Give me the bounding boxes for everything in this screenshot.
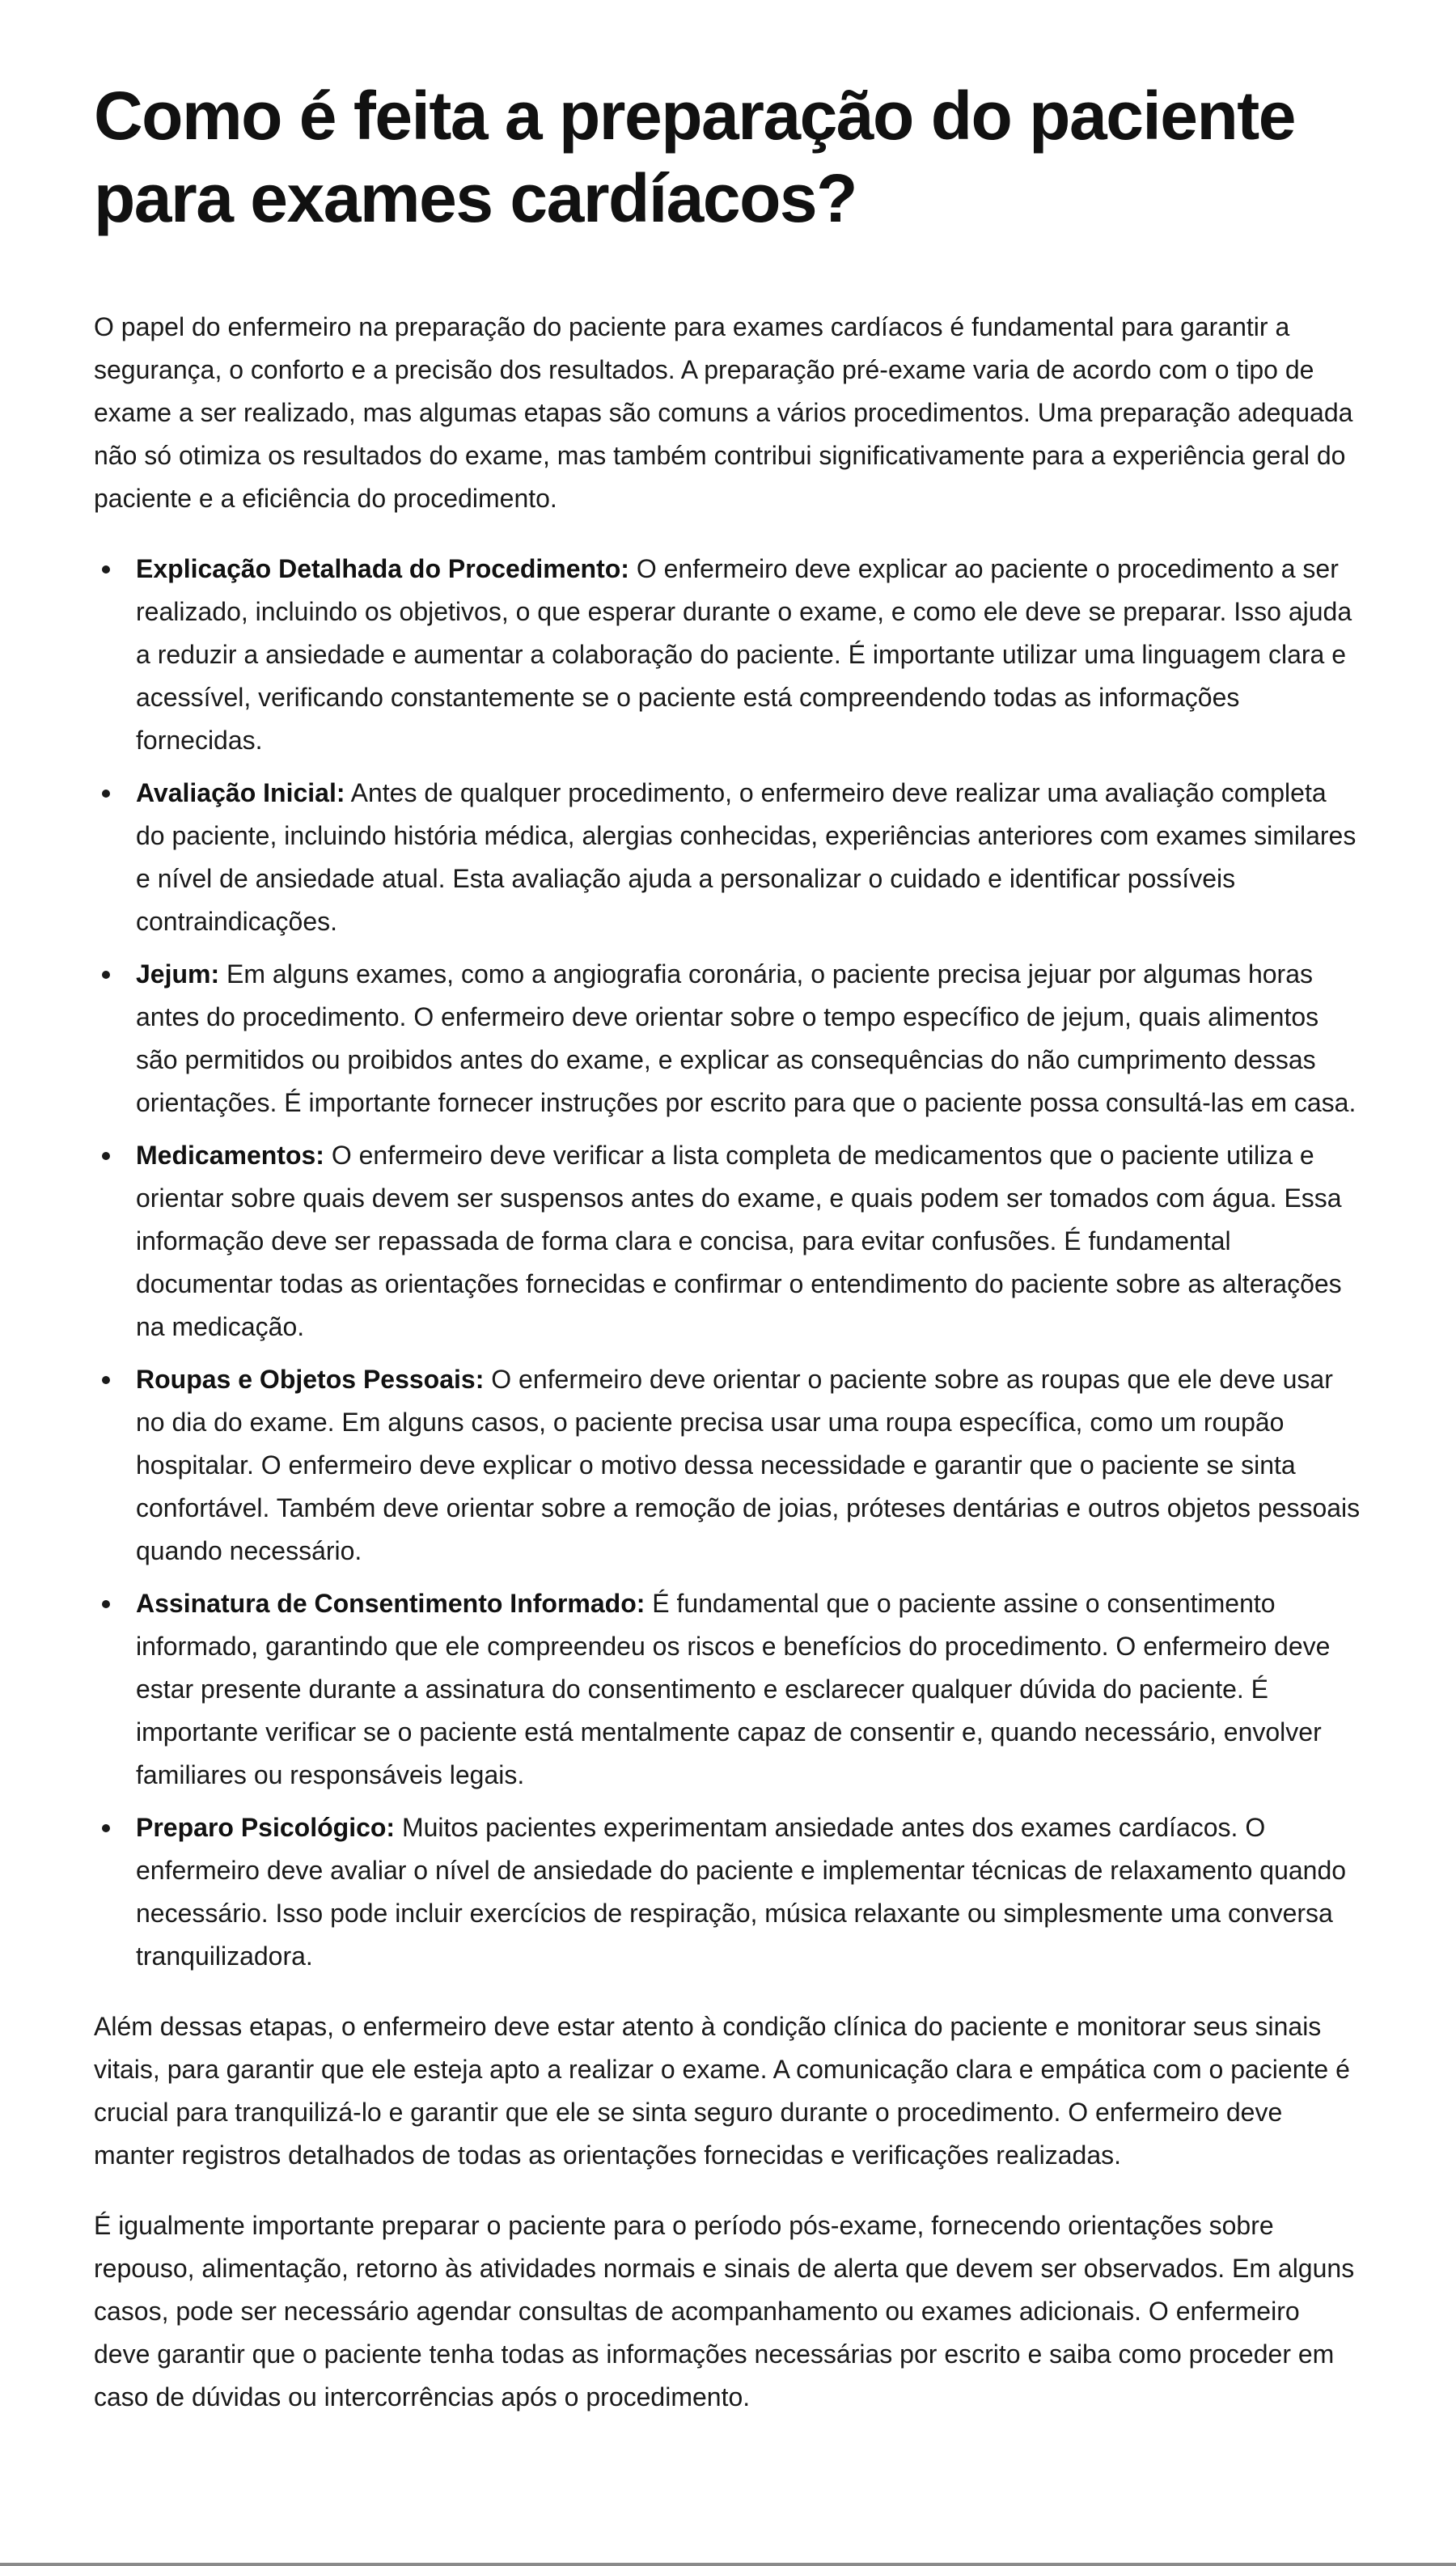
bullet-icon [102, 1824, 110, 1832]
bullet-icon [102, 1152, 110, 1160]
bullet-icon [102, 790, 110, 798]
list-item [136, 772, 1362, 943]
list-item [136, 1806, 1362, 1978]
bottom-divider [0, 2563, 1456, 2566]
bullet-icon [102, 1600, 110, 1608]
list-item-text: O enfermeiro deve verificar a lista completa de medicamentos que o paciente utiliza e orientar sobre quais devem ser suspensos antes do exame, e quais podem ser tomados com água. Essa informação deve ser repassada de forma clara e concisa, para evitar confusões. É fundamental documentar todas as orientações fornecidas e confirmar o entendimento do paciente sobre as alterações na medicação. [136, 1141, 1342, 1341]
list-item [136, 953, 1362, 1124]
list-item-text: O enfermeiro deve explicar ao paciente o procedimento a ser realizado, incluindo os objetivos, o que esperar durante o exame, e como ele deve se preparar. Isso ajuda a reduzir a ansiedade e aumentar a colaboração do paciente. É importante utilizar uma linguagem clara e acessível, verificando constantemente se o paciente está compreendendo todas as informações fornecidas. [136, 554, 1352, 755]
list-item [136, 1134, 1362, 1349]
body-paragraph-2: Além dessas etapas, o enfermeiro deve estar atento à condição clínica do paciente e monitorar seus sinais vitais, para garantir que ele esteja apto a realizar o exame. A comunicação clara e empática com o paciente é crucial para tranquilizá-lo e garantir que ele se sinta seguro durante o procedimento. O enfermeiro deve manter registros detalhados de todas as orientações fornecidas e verificações realizadas. [94, 2012, 1350, 2170]
list-item-label: Jejum: [136, 959, 220, 989]
bullet-icon [102, 1376, 110, 1384]
bullet-icon [102, 565, 110, 574]
intro-paragraph: O papel do enfermeiro na preparação do paciente para exames cardíacos é fundamental para garantir a segurança, o conforto e a precisão dos resultados. A preparação pré-exame varia de acordo com o tipo de exame a ser realizado, mas algumas etapas são comuns a vários procedimentos. Uma preparação adequada não só otimiza os resultados do exame, mas também contribui significativamente para a experiência geral do paciente e a eficiência do procedimento. [94, 312, 1353, 513]
list-item [136, 548, 1362, 762]
list-item-text: Muitos pacientes experimentam ansiedade antes dos exames cardíacos. O enfermeiro deve avaliar o nível de ansiedade do paciente e implementar técnicas de relaxamento quando necessário. Isso pode incluir exercícios de respiração, música relaxante ou simplesmente uma conversa tranquilizadora. [136, 1813, 1347, 1971]
list-item-text: Antes de qualquer procedimento, o enfermeiro deve realizar uma avaliação completa do paciente, incluindo história médica, alergias conhecidas, experiências anteriores com exames similares e nível de ansiedade atual. Esta avaliação ajuda a personalizar o cuidado e identificar possíveis contraindicações. [136, 778, 1357, 936]
page-title: Como é feita a preparação do paciente para exames cardíacos? [94, 78, 1295, 236]
list-item [136, 1582, 1362, 1797]
preparation-steps-list [94, 548, 1362, 1978]
list-item-label: Avaliação Inicial: [136, 778, 345, 807]
list-item-text: O enfermeiro deve orientar o paciente sobre as roupas que ele deve usar no dia do exame. Em alguns casos, o paciente precisa usar uma roupa específica, como um roupão hospitalar. O enfermeiro deve explicar o motivo dessa necessidade e garantir que o paciente se sinta confortável. Também deve orientar sobre a remoção de joias, próteses dentárias e outros objetos pessoais quando necessário. [136, 1365, 1361, 1565]
body-paragraph-3: É igualmente importante preparar o paciente para o período pós-exame, fornecendo orientações sobre repouso, alimentação, retorno às atividades normais e sinais de alerta que devem ser observados. Em alguns casos, pode ser necessário agendar consultas de acompanhamento ou exames adicionais. O enfermeiro deve garantir que o paciente tenha todas as informações necessárias por escrito e saiba como proceder em caso de dúvidas ou intercorrências após o procedimento. [94, 2211, 1355, 2411]
list-item-label: Preparo Psicológico: [136, 1813, 396, 1842]
list-item-label: Explicação Detalhada do Procedimento: [136, 554, 629, 583]
article [94, 74, 1362, 2446]
list-item-label: Assinatura de Consentimento Informado: [136, 1589, 645, 1618]
list-item-text: Em alguns exames, como a angiografia coronária, o paciente precisa jejuar por algumas horas antes do procedimento. O enfermeiro deve orientar sobre o tempo específico de jejum, quais alimentos são permitidos ou proibidos antes do exame, e explicar as consequências do não cumprimento dessas orientações. É importante fornecer instruções por escrito para que o paciente possa consultá-las em casa. [136, 959, 1357, 1117]
list-item-label: Roupas e Objetos Pessoais: [136, 1365, 485, 1394]
list-item-label: Medicamentos: [136, 1141, 324, 1170]
bullet-icon [102, 971, 110, 979]
list-item [136, 1358, 1362, 1573]
list-item-text: É fundamental que o paciente assine o consentimento informado, garantindo que ele compreendeu os riscos e benefícios do procedimento. O enfermeiro deve estar presente durante a assinatura do consentimento e esclarecer qualquer dúvida do paciente. É importante verificar se o paciente está mentalmente capaz de consentir e, quando necessário, envolver familiares ou responsáveis legais. [136, 1589, 1331, 1789]
